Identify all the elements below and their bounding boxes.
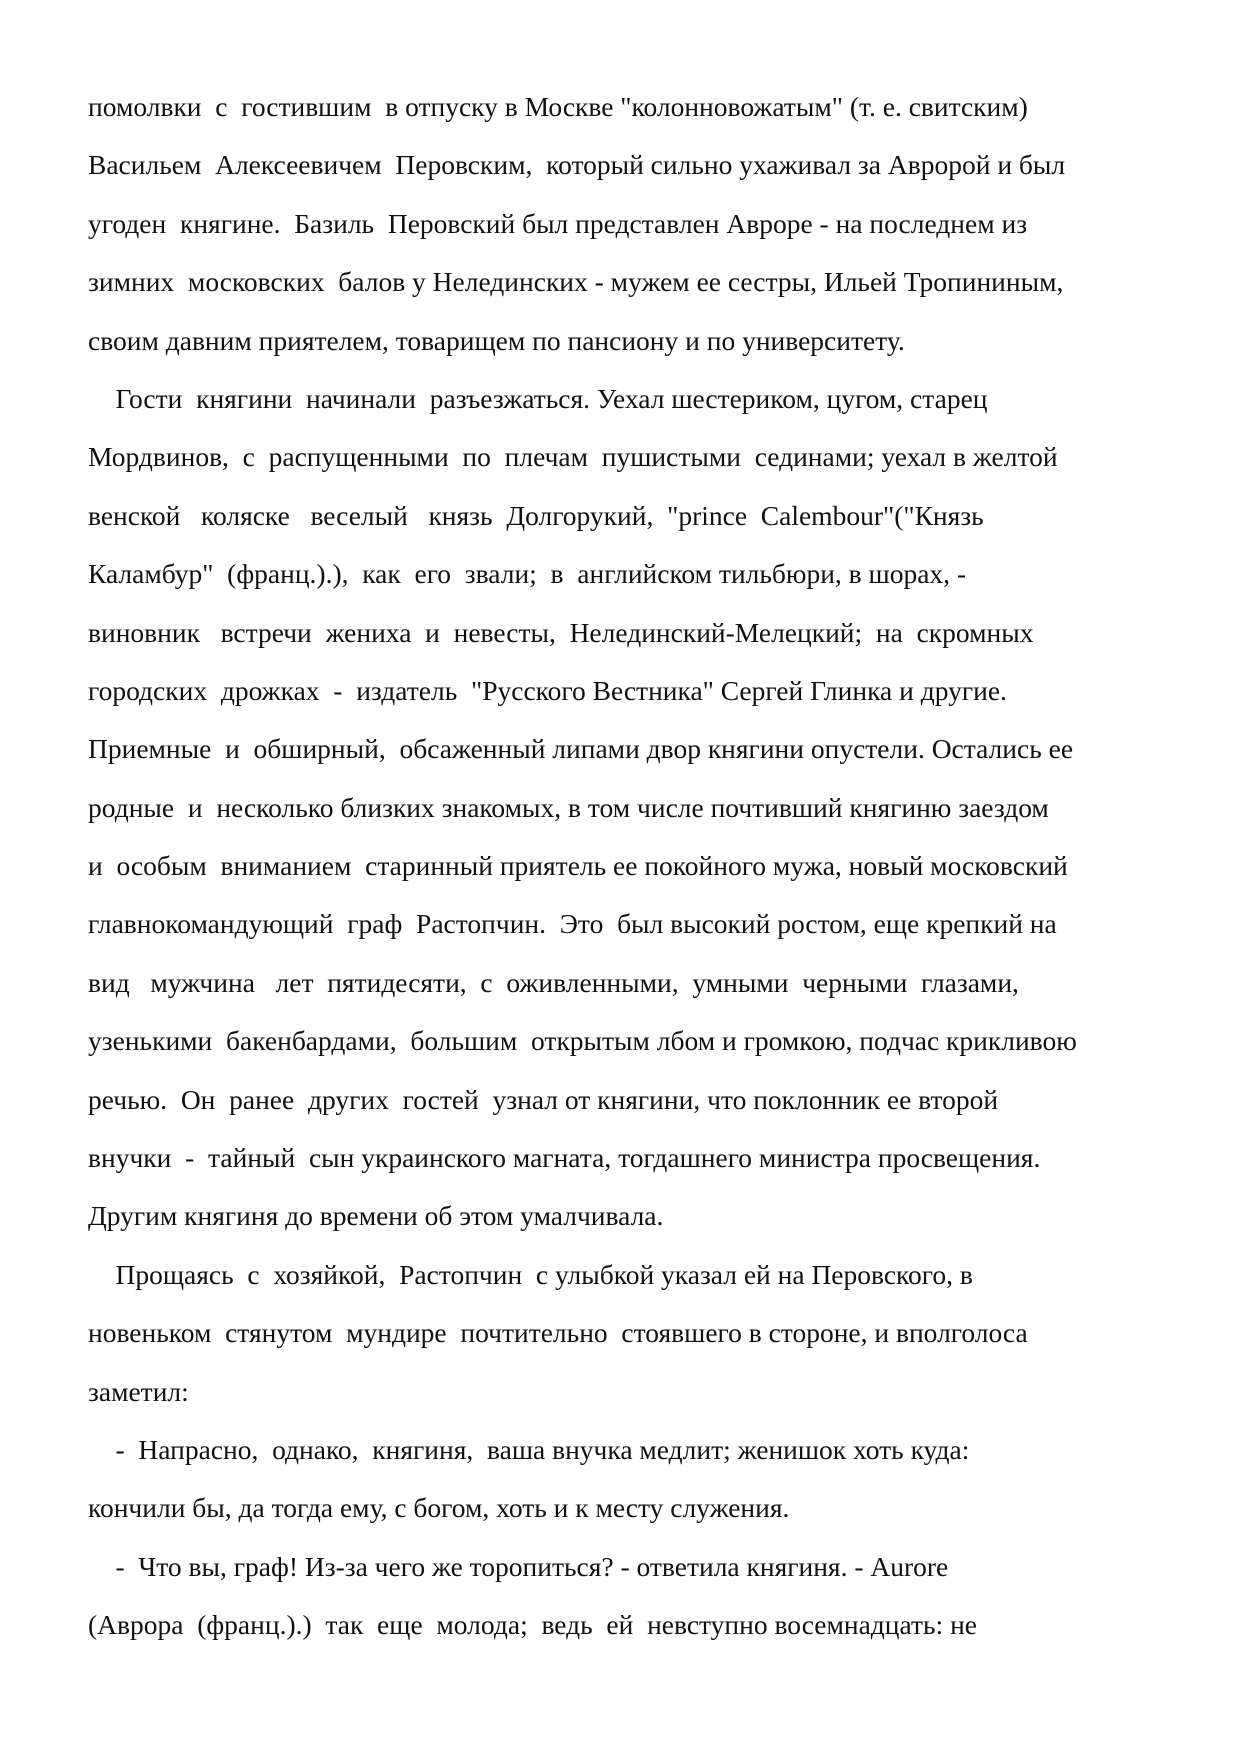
text-line: новеньком стянутом мундире почтительно стоявшего в стороне, и вполголоса <box>88 1317 1028 1349</box>
text-line: речью. Он ранее других гостей узнал от княгини, что поклонник ее второй <box>88 1083 999 1115</box>
text-line: угоден княгине. Базиль Перовский был представлен Авроре - на последнем из <box>88 207 1028 239</box>
text-line: кончили бы, да тогда ему, с богом, хоть и к месту служения. <box>88 1492 790 1524</box>
text-line: зимних московских балов у Нелединских - мужем ее сестры, Ильей Тропининым, <box>88 266 1064 298</box>
text-line: городских дрожках - издатель "Русского Вестника" Сергей Глинка и другие. <box>88 674 1007 706</box>
text-line: - Что вы, граф! Из-за чего же торопиться? - ответила княгиня. - Aurore <box>88 1550 949 1582</box>
text-line: Гости княгини начинали разъезжаться. Уехал шестериком, цугом, старец <box>88 382 988 414</box>
text-line: - Напрасно, однако, княгиня, ваша внучка медлит; женишок хоть куда: <box>88 1433 970 1465</box>
text-line: Мордвинов, с распущенными по плечам пушистыми сединами; уехал в желтой <box>88 441 1058 473</box>
text-line: (Аврора (франц.).) так еще молода; ведь ей невступно восемнадцать: не <box>88 1609 977 1641</box>
text-line: Каламбур" (франц.).), как его звали; в английском тильбюри, в шорах, - <box>88 558 967 590</box>
text-line: Другим княгиня до времени об этом умалчивала. <box>88 1200 664 1232</box>
text-line: главнокомандующий граф Растопчин. Это был высокий ростом, еще крепкий на <box>88 908 1057 940</box>
text-line: Прощаясь с хозяйкой, Растопчин с улыбкой указал ей на Перовского, в <box>88 1258 973 1290</box>
text-line: виновник встречи жениха и невесты, Нелединский-Мелецкий; на скромных <box>88 616 1034 648</box>
text-line: Васильем Алексеевичем Перовским, который сильно ухаживал за Авророй и был <box>88 149 1066 181</box>
text-line: Приемные и обширный, обсаженный липами двор княгини опустели. Остались ее <box>88 733 1074 765</box>
text-line: узенькими бакенбардами, большим открытым лбом и громкою, подчас крикливою <box>88 1025 1077 1057</box>
text-line: и особым вниманием старинный приятель ее покойного мужа, новый московский <box>88 850 1068 882</box>
text-line: помолвки с гостившим в отпуску в Москве "колонновожатым" (т. е. свитским) <box>88 91 1028 122</box>
text-line: венской коляске веселый князь Долгорукий, "prince Calembour"("Князь <box>88 499 984 531</box>
text-line: вид мужчина лет пятидесяти, с оживленными, умными черными глазами, <box>88 966 1019 998</box>
text-line: родные и несколько близких знакомых, в том числе почтивший княгиню заездом <box>88 791 1049 823</box>
text-line: внучки - тайный сын украинского магната, тогдашнего министра просвещения. <box>88 1142 1041 1174</box>
text-line: заметил: <box>88 1375 189 1407</box>
text-body <box>88 78 1168 1655</box>
text-line: своим давним приятелем, товарищем по пансиону и по университету. <box>88 324 905 356</box>
